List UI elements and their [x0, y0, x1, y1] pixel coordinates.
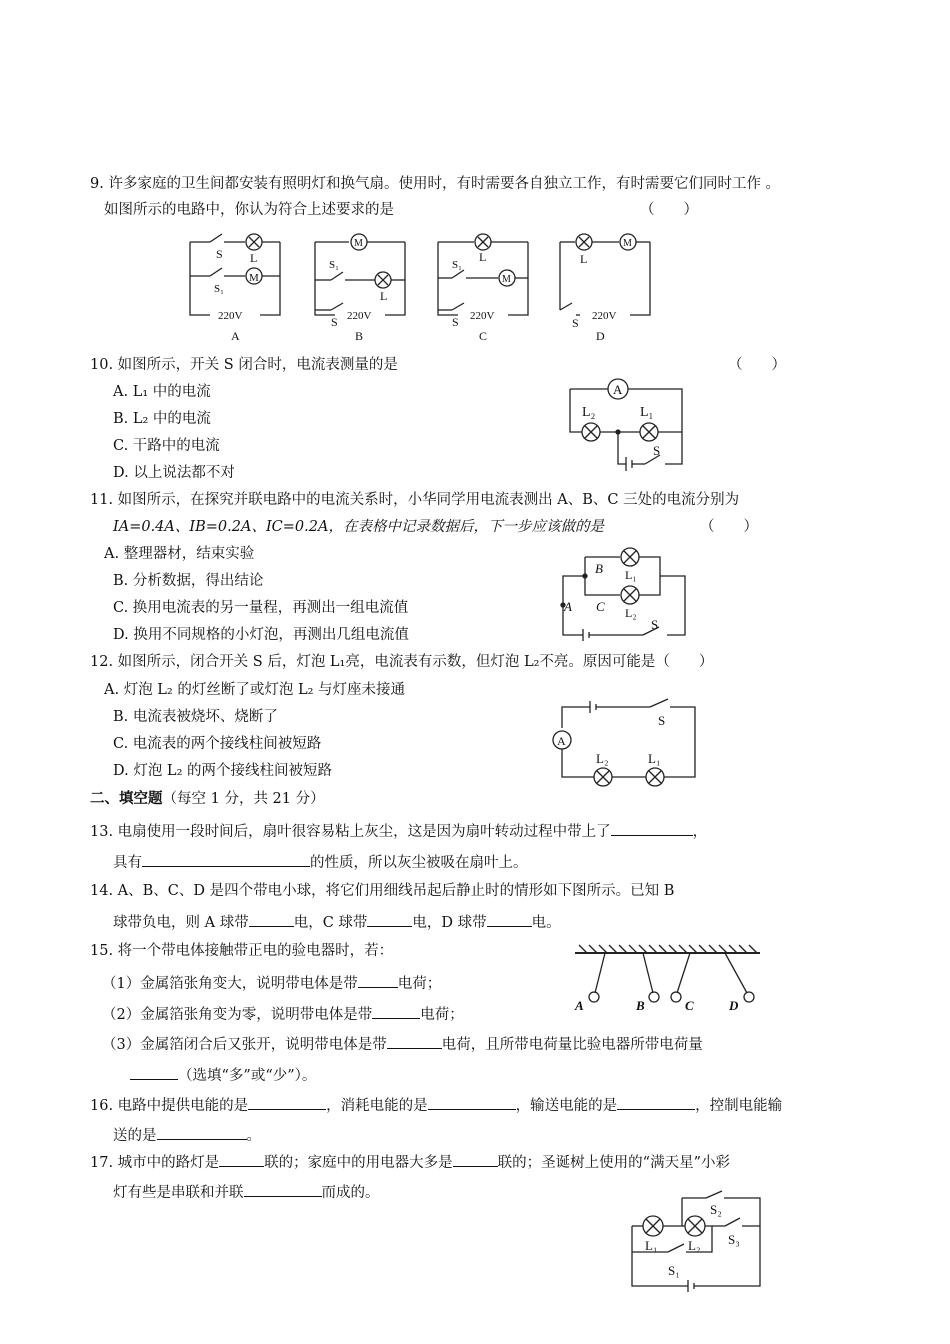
- q9c-letter: C: [479, 329, 488, 343]
- q9b-220: 220V: [347, 310, 372, 322]
- q9-line1: 9. 许多家庭的卫生间都安装有照明灯和换气扇。使用时，有时需要各自独立工作，有时需要它们同时工作 。: [90, 176, 781, 192]
- q14-line2: [113, 912, 561, 932]
- q13-blank-1[interactable]: [611, 821, 693, 836]
- svg-text:M: M: [502, 274, 511, 285]
- q9d-220: 220V: [592, 310, 617, 322]
- q17-l2-label: L₂: [688, 1238, 701, 1253]
- section2-note: （每空 1 分，共 21 分）: [162, 791, 325, 807]
- q10-option-c: C. 干路中的电流: [113, 438, 220, 454]
- q17-l1-label: L₁: [645, 1238, 658, 1253]
- section2-title: 二、填空题: [90, 790, 163, 807]
- q9-circuit-b: [305, 230, 415, 345]
- q11-option-b: B. 分析数据，得出结论: [113, 573, 264, 589]
- q9b-letter: B: [355, 329, 364, 343]
- q14-ball-b-label: B: [636, 998, 645, 1013]
- q11-option-d: D. 换用不同规格的小灯泡，再测出几组电流值: [113, 627, 409, 643]
- q12-option-c: C. 电流表的两个接线柱间被短路: [113, 736, 322, 752]
- q11-line1: 11. 如图所示，在探究并联电路中的电流关系时，小华同学用电流表测出 A、B、C 三处的电流分别为: [90, 492, 740, 508]
- q11-b-label: B: [595, 561, 603, 576]
- q13-line1: [90, 821, 707, 841]
- q14-balls-figure: [575, 945, 775, 1040]
- q16-blank-4[interactable]: [157, 1125, 247, 1140]
- q10-option-d: D. 以上说法都不对: [113, 465, 235, 481]
- q12-l2-label: L₂: [596, 751, 609, 766]
- q9a-s1: S₁: [214, 283, 224, 295]
- section2-heading: [90, 790, 325, 808]
- q12-option-b: B. 电流表被烧坏、烧断了: [113, 709, 278, 725]
- q12-option-a: A. 灯泡 L₂ 的灯丝断了或灯泡 L₂ 与灯座未接通: [104, 682, 406, 698]
- q12-s-label: S: [658, 713, 666, 728]
- q9-circuit-a: [180, 230, 290, 345]
- q11-l1-label: L₁: [625, 568, 637, 582]
- q10-bracket: （ ）: [728, 357, 786, 373]
- q15-s1-text-a: （1）金属箔张角变大，说明带电体是带: [102, 976, 358, 992]
- q16-text-b: ，消耗电能的是: [326, 1098, 428, 1114]
- svg-text:M: M: [354, 238, 363, 249]
- q9d-l: L: [580, 252, 588, 266]
- q15-stem: 15. 将一个带电体接触带正电的验电器时，若：: [90, 943, 394, 959]
- q17-blank-3[interactable]: [244, 1182, 322, 1197]
- q10-option-a: A. L₁ 中的电流: [113, 384, 211, 400]
- q16-blank-2[interactable]: [428, 1095, 516, 1110]
- q17-s2-label: S₂: [710, 1202, 722, 1217]
- q9-bracket: （ ）: [640, 202, 698, 218]
- q17-text-e: 而成的。: [321, 1185, 380, 1201]
- q16-line1: [90, 1095, 782, 1115]
- q10-stem: 10. 如图所示，开关 S 闭合时，电流表测量的是: [90, 357, 398, 373]
- q12-circuit: [550, 695, 700, 790]
- q17-text-d: 灯有些是串联和并联: [113, 1185, 244, 1201]
- q14-blank-d[interactable]: [487, 912, 532, 927]
- q17-text-c: 联的；圣诞树上使用的“满天星”小彩: [497, 1155, 730, 1171]
- q9c-s: S: [452, 315, 459, 329]
- q14-ball-d-label: D: [729, 998, 739, 1013]
- q13-text-c: 具有: [113, 855, 142, 871]
- q11-line2: IA=0.4A、IB=0.2A、IC=0.2A，在表格中记录数据后，下一步应该做的是: [113, 519, 604, 535]
- q15-s2-text-b: 电荷；: [420, 1007, 464, 1023]
- q16-blank-1[interactable]: [248, 1095, 326, 1110]
- q9a-220: 220V: [218, 310, 243, 322]
- q14-text-a: 球带负电，则 A 球带: [113, 915, 249, 931]
- q10-ammeter-label: A: [613, 382, 623, 397]
- q9-circuit-c: [428, 230, 538, 345]
- q9-line2: 如图所示的电路中，你认为符合上述要求的是: [104, 202, 394, 218]
- q13-text-d: 的性质，所以灰尘被吸在扇叶上。: [310, 855, 528, 871]
- q11-option-c: C. 换用电流表的另一量程，再测出一组电流值: [113, 600, 409, 616]
- q15-s1: [102, 973, 441, 993]
- q16-text-e: 送的是: [113, 1128, 157, 1144]
- q13-blank-2[interactable]: [142, 852, 310, 867]
- q11-circuit: [555, 545, 695, 640]
- q16-line2: [113, 1125, 261, 1145]
- q9a-s: S: [216, 247, 223, 261]
- q9a-letter: A: [231, 329, 240, 343]
- q16-text-c: ，输送电能的是: [515, 1098, 618, 1114]
- q16-text-f: 。: [246, 1128, 261, 1144]
- q9a-l: L: [250, 251, 258, 265]
- q11-a-label: A: [564, 599, 572, 614]
- q17-s1-label: S₁: [668, 1263, 680, 1278]
- q14-text-d: 电。: [531, 915, 561, 931]
- q10-option-b: B. L₂ 中的电流: [113, 411, 211, 427]
- q15-blank-3[interactable]: [387, 1034, 442, 1049]
- q15-s4: [130, 1065, 316, 1085]
- q11-option-a: A. 整理器材，结束实验: [104, 546, 255, 562]
- q14-line1: 14. A、B、C、D 是四个带电小球，将它们用细线吊起后静止时的情形如下图所示。已知 B: [90, 883, 675, 899]
- q15-blank-4[interactable]: [130, 1065, 178, 1080]
- q11-l2-label: L₂: [625, 606, 637, 620]
- q9a-motor-label: M: [249, 272, 259, 284]
- q13-line2: [113, 852, 528, 872]
- q17-line1: [90, 1152, 730, 1172]
- q9-circuit-d: [550, 230, 660, 345]
- q14-blank-a[interactable]: [249, 912, 294, 927]
- q17-blank-1[interactable]: [219, 1152, 264, 1167]
- q14-text-c: 电，D 球带: [412, 915, 487, 931]
- q15-s3: [102, 1034, 703, 1054]
- q17-line2: [113, 1182, 380, 1202]
- q15-s3-text-b: 电荷，且所带电荷量比验电器所带电荷量: [441, 1037, 703, 1053]
- q11-s-label: S: [651, 617, 659, 632]
- q12-option-d: D. 灯泡 L₂ 的两个接线柱间被短路: [113, 763, 332, 779]
- q9b-s: S: [331, 315, 338, 329]
- q16-blank-3[interactable]: [617, 1095, 695, 1110]
- q15-s4-text: （选填“多”或“少”）。: [178, 1068, 317, 1084]
- q9b-s1: S₁: [329, 259, 339, 271]
- q13-text-a: 13. 电扇使用一段时间后，扇叶很容易粘上灰尘，这是因为扇叶转动过程中带上了: [90, 824, 611, 840]
- q17-s3-label: S₃: [728, 1232, 740, 1247]
- q13-text-b: ，: [692, 824, 708, 840]
- q9c-l: L: [479, 250, 487, 264]
- q17-circuit: [628, 1188, 768, 1298]
- q11-bracket: （ ）: [700, 519, 758, 535]
- q15-s1-text-b: 电荷；: [397, 976, 442, 992]
- q9d-letter: D: [596, 329, 605, 343]
- q17-text-b: 联的；家庭中的用电器大多是: [264, 1155, 453, 1171]
- q15-blank-1[interactable]: [358, 973, 398, 988]
- q14-ball-c-label: C: [685, 998, 694, 1013]
- q10-l1-label: L₁: [640, 405, 654, 420]
- q15-s3-text-a: （3）金属箔闭合后又张开，说明带电体是带: [102, 1037, 387, 1053]
- q12-l1-label: L₁: [648, 751, 661, 766]
- svg-text:M: M: [623, 238, 632, 249]
- q12-ammeter-label: A: [557, 734, 566, 748]
- q15-blank-2[interactable]: [372, 1004, 420, 1019]
- q10-l2-label: L₂: [582, 405, 596, 420]
- q14-ball-a-label: A: [575, 998, 584, 1013]
- q14-blank-c[interactable]: [367, 912, 412, 927]
- q12-stem: 12. 如图所示，闭合开关 S 后，灯泡 L₁亮，电流表有示数，但灯泡 L₂不亮。原因可能是（ ）: [90, 654, 714, 670]
- q15-s2: [102, 1004, 464, 1024]
- q11-c-label: C: [596, 599, 605, 614]
- q10-circuit: [560, 375, 700, 475]
- q9d-s: S: [572, 316, 579, 330]
- q16-text-d: ，控制电能输: [695, 1098, 783, 1114]
- q9c-s1: S₁: [452, 259, 462, 271]
- q10-s-label: S: [653, 443, 661, 458]
- q16-text-a: 16. 电路中提供电能的是: [90, 1098, 249, 1114]
- q9c-220: 220V: [470, 310, 495, 322]
- q17-blank-2[interactable]: [453, 1152, 498, 1167]
- q9b-l: L: [380, 289, 388, 303]
- q15-s2-text-a: （2）金属箔张角变为零，说明带电体是带: [102, 1007, 373, 1023]
- q17-text-a: 17. 城市中的路灯是: [90, 1155, 220, 1171]
- q14-text-b: 电，C 球带: [293, 915, 368, 931]
